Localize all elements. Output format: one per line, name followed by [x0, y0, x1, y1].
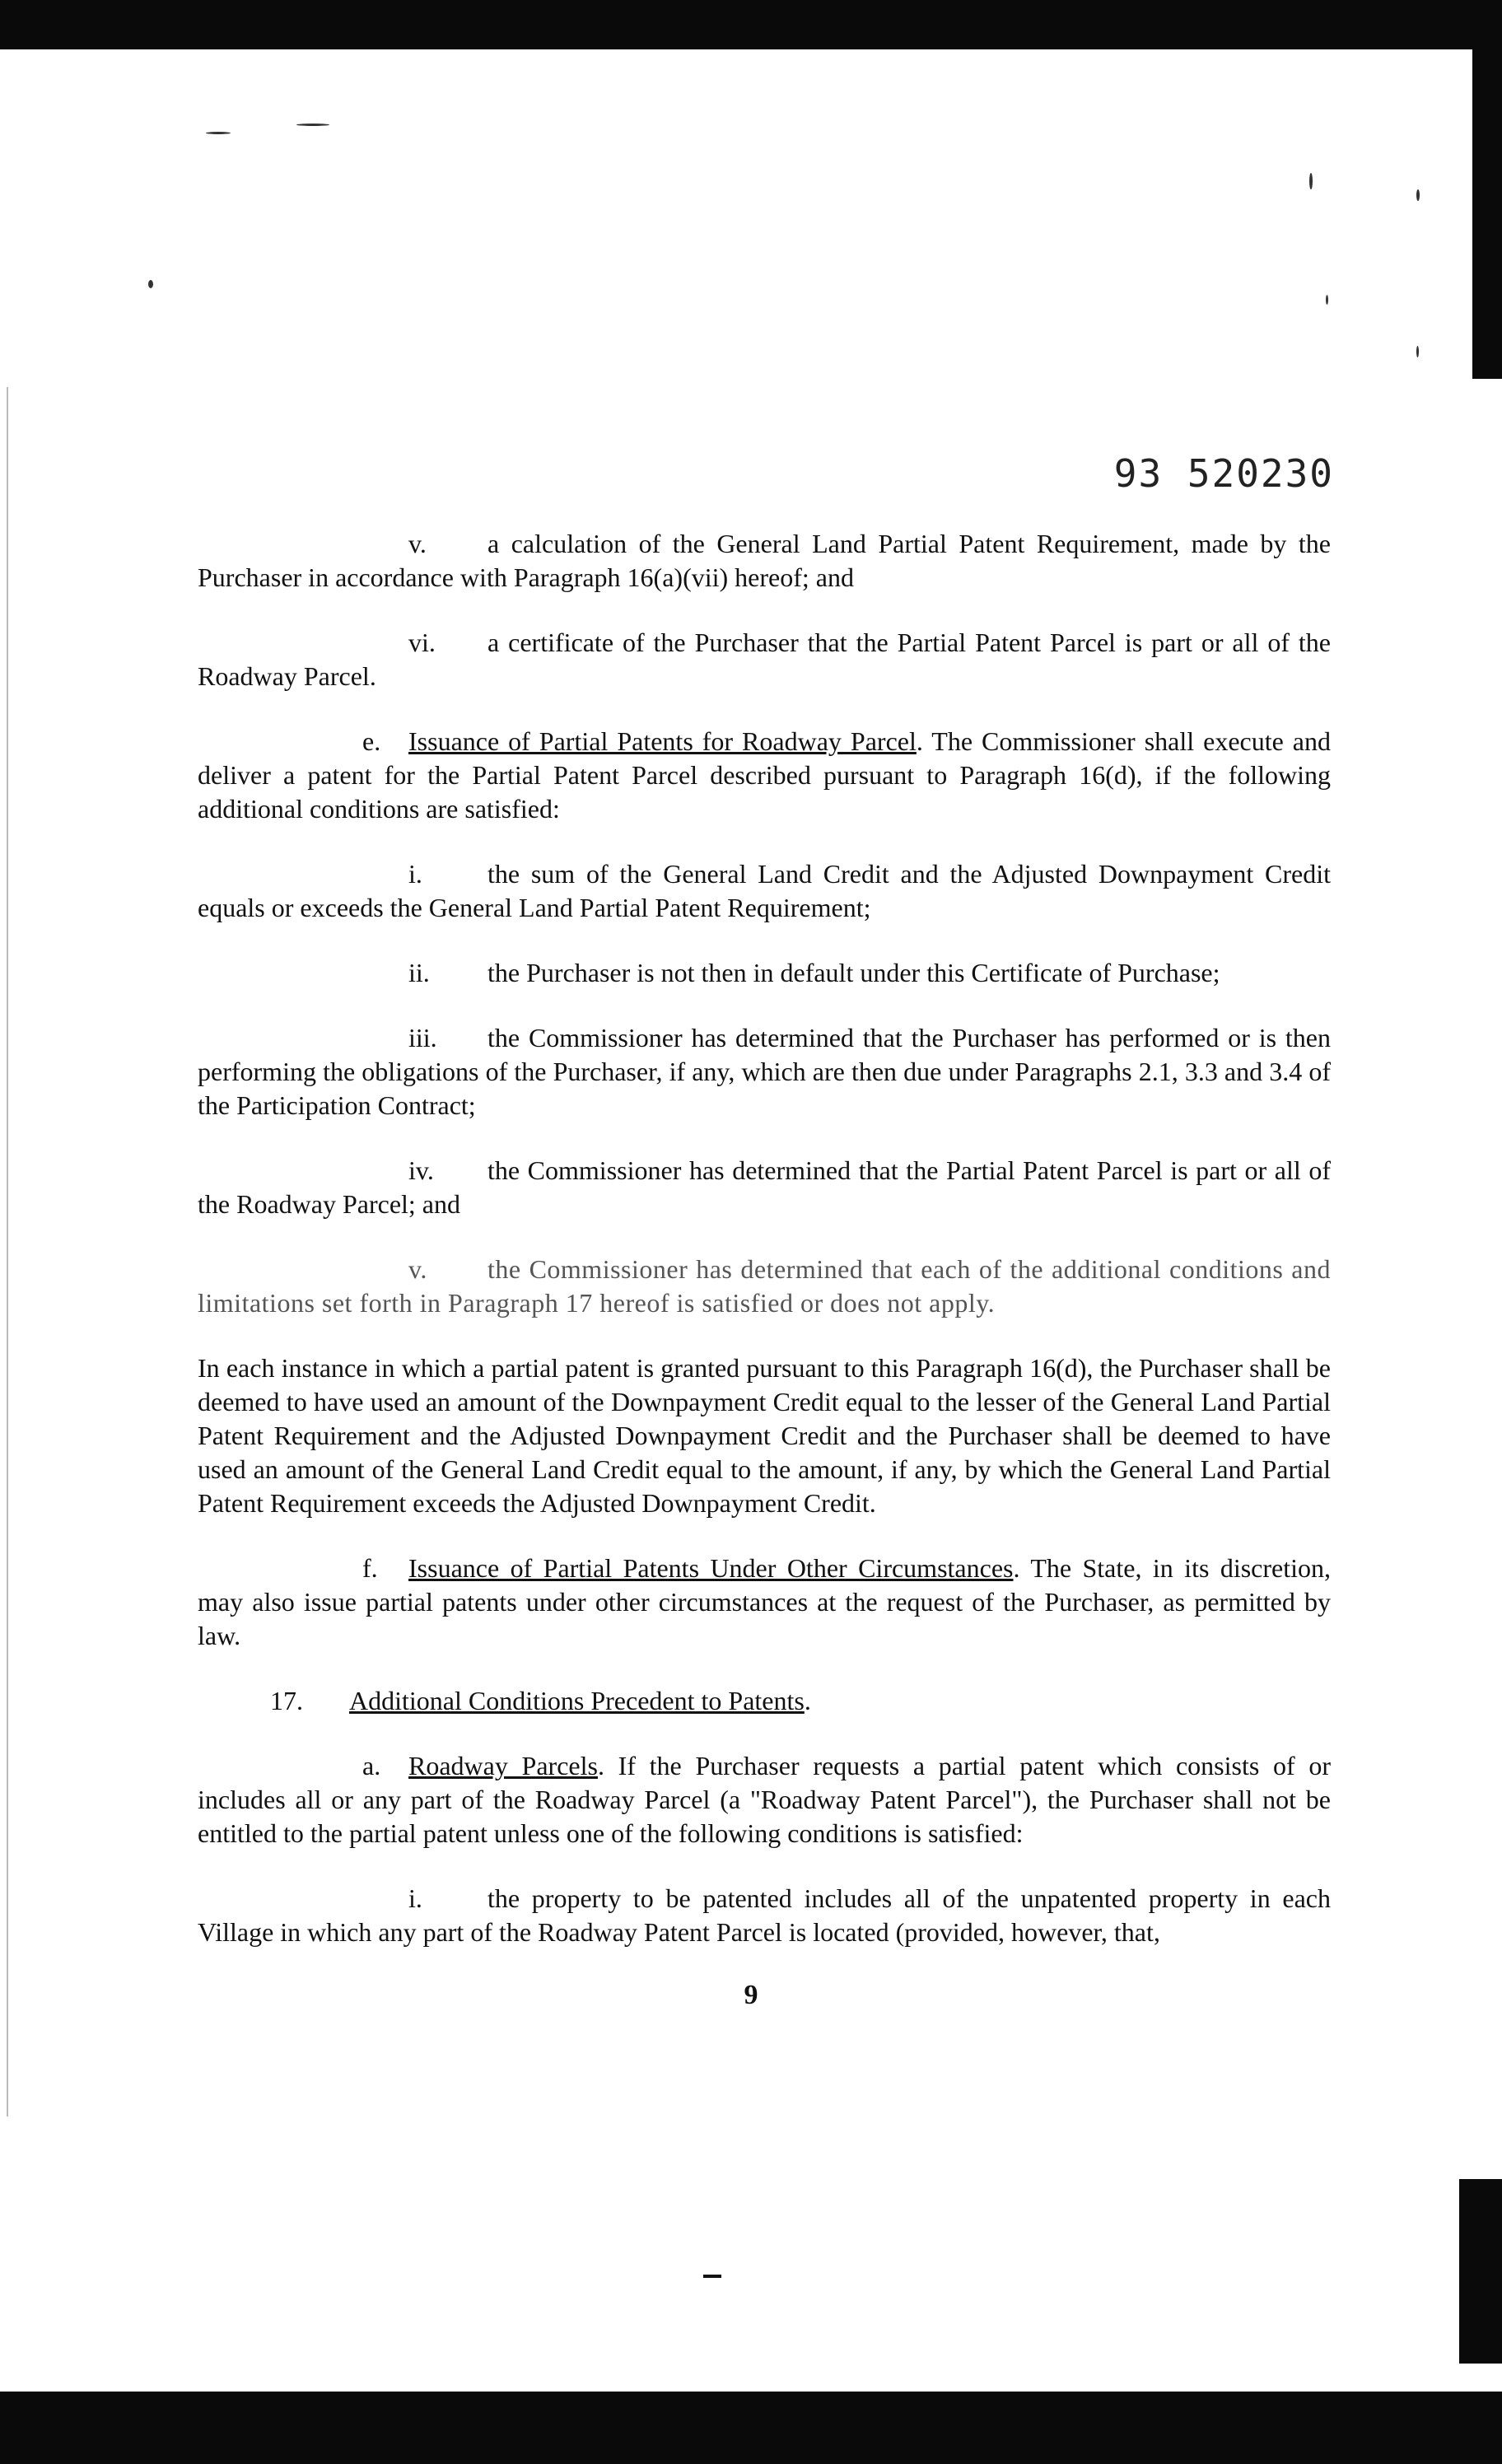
paragraph-e	[198, 725, 1331, 826]
scan-speck	[206, 132, 231, 134]
scan-speck	[1309, 173, 1313, 189]
section-number: 17.	[270, 1686, 303, 1715]
paragraph-e-iii	[198, 1021, 1331, 1122]
item-number: iv.	[408, 1155, 434, 1185]
scan-border-bottom-edge	[0, 2364, 1502, 2392]
item-number: v.	[408, 529, 427, 558]
item-text: a calculation of the General Land Partial Patent Requirement, made by the Purchaser in accordance with Paragraph 16(a)(vii) hereof; and	[198, 529, 1331, 592]
item-number: iii.	[408, 1023, 437, 1052]
paragraph-e-iv	[198, 1154, 1331, 1221]
item-text: a certificate of the Purchaser that the Partial Patent Parcel is part or all of the Roadway Parcel.	[198, 628, 1331, 691]
item-text: the Purchaser is not then in default under this Certificate of Purchase;	[487, 958, 1220, 987]
item-text: the Commissioner has determined that the Partial Patent Parcel is part or all of the Roadway Parcel; and	[198, 1155, 1331, 1219]
document-body	[198, 527, 1331, 1981]
document-number: 93 520230	[1113, 451, 1334, 496]
scan-border-top-edge	[0, 49, 1502, 99]
item-text: the Commissioner has determined that the Purchaser has performed or is then performing the obligations of the Purchaser, if any, which are then due under Paragraphs 2.1, 3.3 and 3.4 of the Participation Contract;	[198, 1023, 1331, 1120]
item-text: the sum of the General Land Credit and the Adjusted Downpayment Credit equals or exceeds the General Land Partial Patent Requirement;	[198, 859, 1331, 922]
section-heading: Additional Conditions Precedent to Patents	[349, 1686, 805, 1715]
scan-speck	[1416, 189, 1420, 201]
paragraph-e-i	[198, 857, 1331, 925]
paragraph-17	[198, 1684, 1331, 1718]
scan-left-line	[7, 387, 8, 2116]
item-number: i.	[408, 1883, 422, 1913]
section-heading: Issuance of Partial Patents Under Other Circumstances	[408, 1553, 1014, 1583]
paragraph-a-i	[198, 1882, 1331, 1949]
paragraph-e-v	[198, 1253, 1331, 1320]
paragraph-e-ii	[198, 956, 1331, 990]
item-number: f.	[362, 1553, 378, 1583]
section-heading: Issuance of Partial Patents for Roadway Parcel	[408, 726, 917, 756]
scan-dash-mark	[703, 2275, 721, 2278]
item-number: v.	[408, 1254, 427, 1284]
item-number: e.	[362, 726, 381, 756]
section-heading-period: .	[804, 1686, 811, 1715]
paragraph-f	[198, 1552, 1331, 1653]
item-number: a.	[362, 1751, 381, 1780]
scan-speck	[148, 280, 153, 288]
page-number: 9	[744, 1980, 758, 2010]
item-number: vi.	[408, 628, 436, 657]
item-text: . The State, in its discretion, may also issue partial patents under other circumstances at the request of the Purchaser, as permitted by law.	[198, 1553, 1332, 1650]
section-heading: Roadway Parcels	[408, 1751, 598, 1780]
item-text: . If the Purchaser requests a partial patent which consists of or includes all or any part of the Roadway Parcel (a "Roadway Patent Parcel"), the Purchaser shall not be entitled to the partial patent unless one of the following conditions is satisfied:	[198, 1751, 1332, 1848]
scan-speck	[1416, 346, 1419, 357]
item-text: the property to be patented includes all of the unpatented property in each Village in which any part of the Roadway Patent Parcel is located (provided, however, that,	[198, 1883, 1331, 1947]
item-number: i.	[408, 859, 422, 889]
paragraph-v	[198, 527, 1331, 595]
item-text: . The Commissioner shall execute and deliver a patent for the Partial Patent Parcel described pursuant to Paragraph 16(d), if the following additional conditions are satisfied:	[198, 726, 1332, 824]
scan-border-right-top	[1472, 0, 1502, 379]
item-number: ii.	[408, 958, 430, 987]
paragraph-a	[198, 1749, 1331, 1850]
item-text: the Commissioner has determined that each of the additional conditions and limitations set forth in Paragraph 17 hereof is satisfied or does not apply.	[198, 1254, 1331, 1318]
paragraph-vi	[198, 626, 1331, 693]
scan-speck	[296, 124, 329, 126]
scan-speck	[1326, 295, 1328, 305]
paragraph-instance: In each instance in which a partial patent is granted pursuant to this Paragraph 16(d), the Purchaser shall be deemed to have used an amount of the Downpayment Credit equal to the lesser of the General Land Partial Patent Requirement and the Adjusted Downpayment Credit and the Purchaser shall be deemed to have used an amount of the General Land Credit equal to the amount, if any, by which the General Land Partial Patent Requirement exceeds the Adjusted Downpayment Credit.	[198, 1353, 1331, 1518]
